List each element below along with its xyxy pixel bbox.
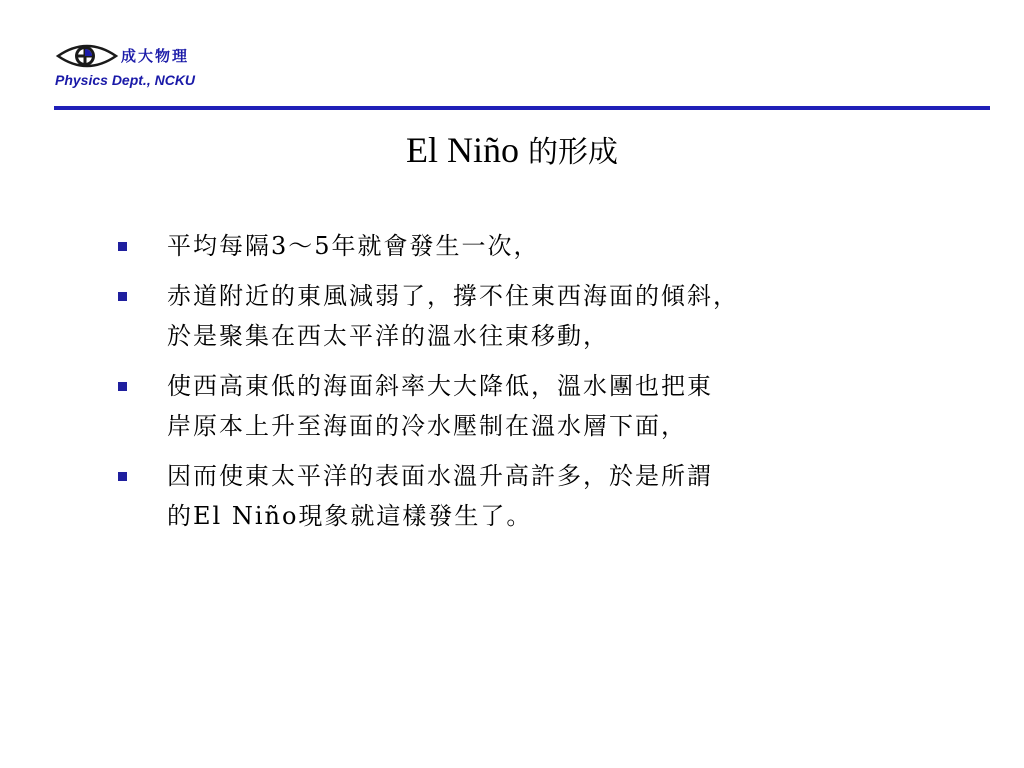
logo-chinese-name: 成大物理 <box>121 47 190 65</box>
header-divider <box>54 106 990 110</box>
bullet-item <box>112 456 912 536</box>
bullet-line: 因而使東太平洋的表面水溫升高許多，於是所謂 <box>167 462 713 490</box>
square-bullet-icon <box>118 292 127 301</box>
eye-logo-icon <box>55 42 119 70</box>
bullet-line: 於是聚集在西太平洋的溫水往東移動， <box>167 322 609 350</box>
bullet-line: 使西高東低的海面斜率大大降低，溫水團也把東 <box>167 372 713 400</box>
square-bullet-icon <box>118 382 127 391</box>
bullet-line: 的El Niño現象就這樣發生了。 <box>167 502 533 530</box>
bullet-item <box>112 366 912 446</box>
logo-top-row <box>55 42 189 70</box>
bullet-line: 平均每隔3～5年就會發生一次， <box>167 232 540 260</box>
slide-title-chinese: 的形成 <box>528 135 618 170</box>
square-bullet-icon <box>118 472 127 481</box>
slide-title <box>0 124 1024 179</box>
square-bullet-icon <box>118 242 127 251</box>
bullet-list <box>112 226 912 546</box>
logo-english-name: Physics Dept., NCKU <box>55 72 196 88</box>
bullet-line: 赤道附近的東風減弱了，撐不住東西海面的傾斜， <box>167 282 739 310</box>
bullet-item <box>112 276 912 356</box>
department-logo <box>55 36 245 96</box>
bullet-item <box>112 226 912 266</box>
slide-title-latin: El Niño <box>406 130 519 170</box>
bullet-line: 岸原本上升至海面的冷水壓制在溫水層下面， <box>167 412 687 440</box>
